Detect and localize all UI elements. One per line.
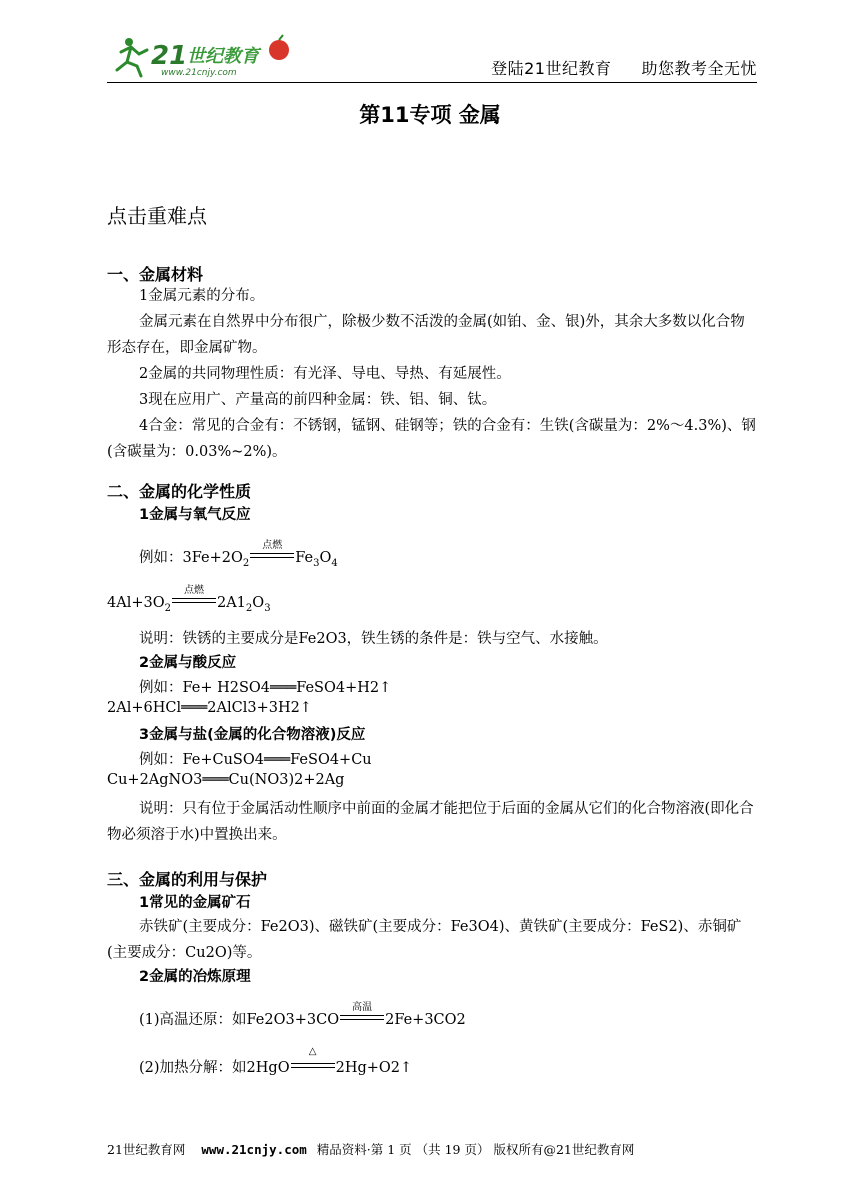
page-title: 第11专项 金属 bbox=[359, 103, 501, 127]
eq7: (1)高温还原：如Fe2O3+3CO 高温 2Fe+3CO2 bbox=[139, 1002, 466, 1028]
tagline-right: 助您教考全无忧 bbox=[641, 59, 757, 78]
s1-p2: 金属元素在自然界中分布很广，除极少数不活泼的金属(如铂、金、银)外，其余大多数以化合物形态存在，即金属矿物。 bbox=[107, 314, 745, 356]
s3-sub2: 2金属的冶炼原理 bbox=[139, 969, 251, 985]
svg-text:世纪教育: 世纪教育 bbox=[187, 46, 259, 67]
s1-heading: 一、金属材料 bbox=[107, 265, 204, 284]
s2-note1: 说明：铁锈的主要成分是Fe2O3，铁生锈的条件是：铁与空气、水接触。 bbox=[139, 631, 608, 647]
footer-right: 精品资料·第 1 页 （共 19 页） 版权所有@21世纪教育网 bbox=[316, 1142, 635, 1157]
s2-sub1: 1金属与氧气反应 bbox=[139, 507, 251, 523]
s1-p4: 3现在应用广、产量高的前四种金属：铁、铝、铜、钛。 bbox=[139, 392, 497, 408]
apple-icon bbox=[269, 40, 289, 60]
s1-p1: 1金属元素的分布。 bbox=[139, 288, 265, 304]
footer-url[interactable]: www.21cnjy.com bbox=[201, 1142, 307, 1157]
s3-sub1: 1常见的金属矿石 bbox=[139, 895, 251, 911]
page-footer bbox=[107, 1140, 634, 1158]
eq6: Cu+2AgNO3═══Cu(NO3)2+2Ag bbox=[107, 772, 345, 788]
s3-p1: 赤铁矿(主要成分：Fe2O3)、磁铁矿(主要成分：Fe3O4)、黄铁矿(主要成分：FeS2)、赤铜矿(主要成分：Cu2O)等。 bbox=[107, 919, 742, 961]
svg-text:21: 21 bbox=[151, 41, 188, 71]
footer-left: 21世纪教育网 bbox=[107, 1142, 186, 1157]
s2-heading: 二、金属的化学性质 bbox=[107, 482, 252, 501]
section-main-heading: 点击重难点 bbox=[107, 204, 207, 228]
s1-p5: 4合金：常见的合金有：不锈钢，锰钢、硅钢等；铁的合金有：生铁(含碳量为：2%～4.3%)、钢(含碳量为：0.03%~2%)。 bbox=[107, 418, 756, 460]
s2-sub2: 2金属与酸反应 bbox=[139, 655, 237, 671]
eq4: 2Al+6HCl═══2AlCl3+3H2↑ bbox=[107, 700, 312, 716]
s3-heading: 三、金属的利用与保护 bbox=[107, 870, 268, 889]
s2-note2: 说明：只有位于金属活动性顺序中前面的金属才能把位于后面的金属从它们的化合物溶液(即化合物必须溶于水)中置换出来。 bbox=[107, 801, 754, 843]
s2-sub3: 3金属与盐(金属的化合物溶液)反应 bbox=[139, 727, 366, 743]
eq8: (2)加热分解：如2HgO △ 2Hg+O2↑ bbox=[139, 1046, 413, 1076]
tagline bbox=[461, 56, 757, 79]
s1-p3: 2金属的共同物理性质：有光泽、导电、导热、有延展性。 bbox=[139, 366, 511, 382]
eq2: $4Al+3O_2$ 点燃 $2A1_2O_3$ bbox=[107, 585, 271, 614]
eq1: 例如：$3Fe+2O_2$ 点燃 $Fe_3O_4$ bbox=[139, 540, 338, 569]
logo bbox=[111, 32, 301, 78]
svg-text:www.21cnjy.com: www.21cnjy.com bbox=[161, 68, 237, 78]
runner-icon bbox=[117, 38, 147, 76]
page-header bbox=[107, 30, 757, 83]
eq5: 例如：Fe+CuSO4═══FeSO4+Cu bbox=[139, 752, 372, 768]
eq3: 例如：Fe+ H2SO4═══FeSO4+H2↑ bbox=[139, 680, 392, 696]
tagline-left: 登陆21世纪教育 bbox=[491, 59, 612, 78]
